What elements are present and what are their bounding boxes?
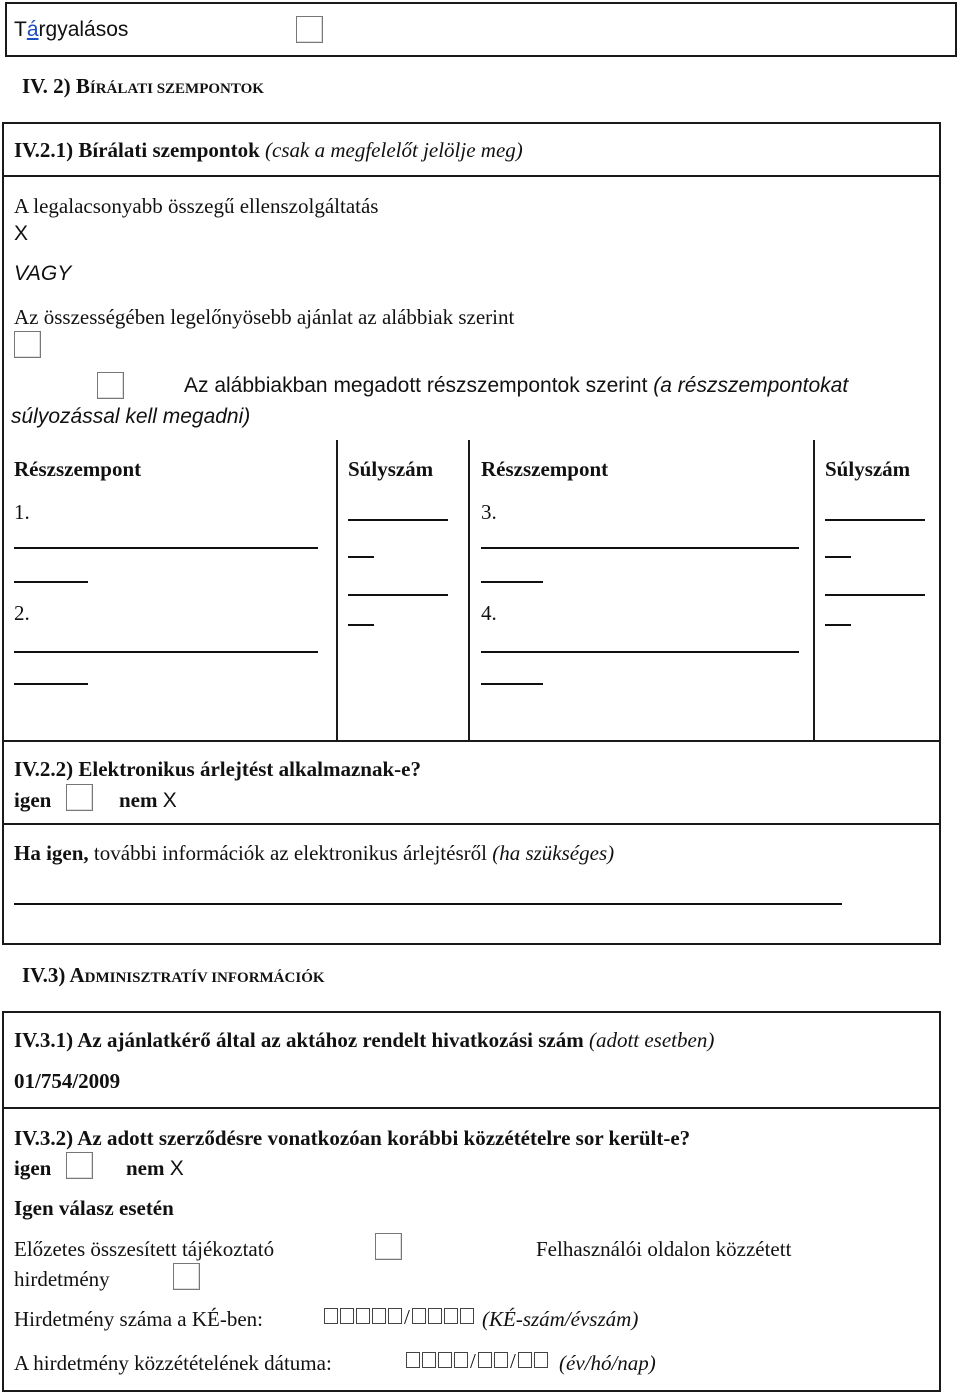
subcriterion-1-field[interactable] [14, 547, 318, 549]
section-iv2-heading: IV. 2) BÍRÁLATI SZEMPONTOK [22, 74, 264, 98]
prior-notice-checkbox[interactable] [375, 1233, 402, 1260]
table-divider [813, 440, 815, 742]
subcriteria-note: súlyozással kell megadni) [11, 405, 251, 428]
divider [2, 740, 941, 742]
digit-box [356, 1308, 370, 1324]
subcriterion-item-1: 1. [14, 500, 30, 524]
prior-publication-heading: IV.3.2) Az adott szerződésre vonatkozóan korábbi közzétételre sor került-e? [14, 1126, 691, 1150]
col-header-weight-2: Súlyszám [825, 457, 911, 481]
e-auction-heading: IV.2.2) Elektronikus árlejtést alkalmaznak-e? [14, 757, 421, 781]
procedure-checkbox[interactable] [296, 16, 323, 43]
weight-2-field[interactable] [348, 624, 374, 626]
e-auction-yes-label: igen [14, 788, 52, 812]
procedure-link[interactable]: á [26, 18, 39, 41]
table-divider [336, 440, 338, 742]
subcriterion-item-4: 4. [481, 601, 497, 625]
procedure-type-label: Tárgyalásos [14, 18, 129, 41]
reference-heading: IV.3.1) Az ajánlatkérő által az aktához rendelt hivatkozási szám (adott esetben) [14, 1028, 715, 1052]
col-header-subcriterion-1: Részszempont [14, 457, 142, 481]
digit-box [518, 1352, 532, 1368]
digit-box [478, 1352, 492, 1368]
prior-publication-yes-checkbox[interactable] [66, 1152, 93, 1179]
subcriterion-4-field[interactable] [481, 651, 799, 653]
slash: / [470, 1349, 476, 1373]
notice-word-label: hirdetmény [14, 1267, 110, 1291]
subcriterion-2-field[interactable] [14, 683, 88, 685]
subcriterion-item-2: 2. [14, 601, 30, 625]
date-row: A hirdetmény közzétételének dátuma: [14, 1351, 332, 1375]
digit-box [460, 1308, 474, 1324]
criteria-box [2, 122, 941, 945]
table-divider [468, 440, 470, 742]
date-input[interactable] [406, 1347, 552, 1375]
digit-box [422, 1352, 436, 1368]
e-auction-no: nem X [119, 788, 177, 812]
buyer-profile-label: Felhasználói oldalon közzétett [536, 1237, 792, 1261]
divider [2, 175, 941, 177]
slash: / [510, 1349, 516, 1373]
subcriterion-3-field[interactable] [481, 581, 543, 583]
col-header-weight-1: Súlyszám [348, 457, 434, 481]
weight-4-field[interactable] [825, 624, 851, 626]
prior-publication-yes-label: igen [14, 1156, 52, 1180]
procedure-box [5, 2, 957, 57]
subcriterion-4-field[interactable] [481, 683, 543, 685]
subcriterion-2-field[interactable] [14, 651, 318, 653]
ke-number-input[interactable] [324, 1303, 480, 1331]
digit-box [372, 1308, 386, 1324]
prior-notice-label: Előzetes összesített tájékoztató [14, 1237, 275, 1261]
e-auction-yes-checkbox[interactable] [66, 784, 93, 811]
ke-number-row: Hirdetmény száma a KÉ-ben: [14, 1307, 263, 1331]
reference-value: 01/754/2009 [14, 1069, 121, 1093]
subcriteria-checkbox[interactable] [97, 372, 124, 399]
e-auction-info-label: Ha igen, további információk az elektronikus árlejtésről (ha szükséges) [14, 841, 615, 865]
weight-2-field[interactable] [348, 594, 448, 596]
digit-box [412, 1308, 426, 1324]
lowest-price-mark: X [14, 222, 29, 245]
weight-1-field[interactable] [348, 519, 448, 521]
section-iv3-heading: IV.3) ADMINISZTRATÍV INFORMÁCIÓK [22, 963, 325, 987]
digit-box [340, 1308, 354, 1324]
e-auction-info-field[interactable] [14, 903, 842, 905]
digit-box [388, 1308, 402, 1324]
or-label: VAGY [14, 262, 72, 285]
digit-box [406, 1352, 420, 1368]
subcriterion-1-field[interactable] [14, 581, 88, 583]
subcriterion-item-3: 3. [481, 500, 497, 524]
criteria-heading: IV.2.1) Bírálati szempontok (csak a megfelelőt jelölje meg) [14, 138, 523, 162]
divider [2, 1107, 941, 1109]
date-format: (év/hó/nap) [559, 1351, 656, 1375]
prior-publication-no: nem X [126, 1156, 184, 1180]
weight-1-field[interactable] [348, 556, 374, 558]
subcriterion-3-field[interactable] [481, 547, 799, 549]
digit-box [454, 1352, 468, 1368]
best-value-checkbox[interactable] [14, 331, 41, 358]
col-header-subcriterion-2: Részszempont [481, 457, 609, 481]
subcriteria-label: Az alábbiakban megadott részszempontok szerint (a részszempontokat [184, 374, 849, 397]
digit-box [494, 1352, 508, 1368]
if-yes-label: Igen válasz esetén [14, 1196, 174, 1220]
best-value-label: Az összességében legelőnyösebb ajánlat az alábbiak szerint [14, 305, 515, 329]
digit-box [444, 1308, 458, 1324]
digit-box [324, 1308, 338, 1324]
ke-number-format: (KÉ-szám/évszám) [482, 1307, 639, 1331]
digit-box [534, 1352, 548, 1368]
buyer-profile-checkbox[interactable] [173, 1263, 200, 1290]
weight-3-field[interactable] [825, 519, 925, 521]
digit-box [428, 1308, 442, 1324]
weight-4-field[interactable] [825, 594, 925, 596]
lowest-price-label: A legalacsonyabb összegű ellenszolgáltatás [14, 194, 379, 218]
slash: / [404, 1305, 410, 1329]
weight-3-field[interactable] [825, 556, 851, 558]
divider [2, 823, 941, 825]
digit-box [438, 1352, 452, 1368]
